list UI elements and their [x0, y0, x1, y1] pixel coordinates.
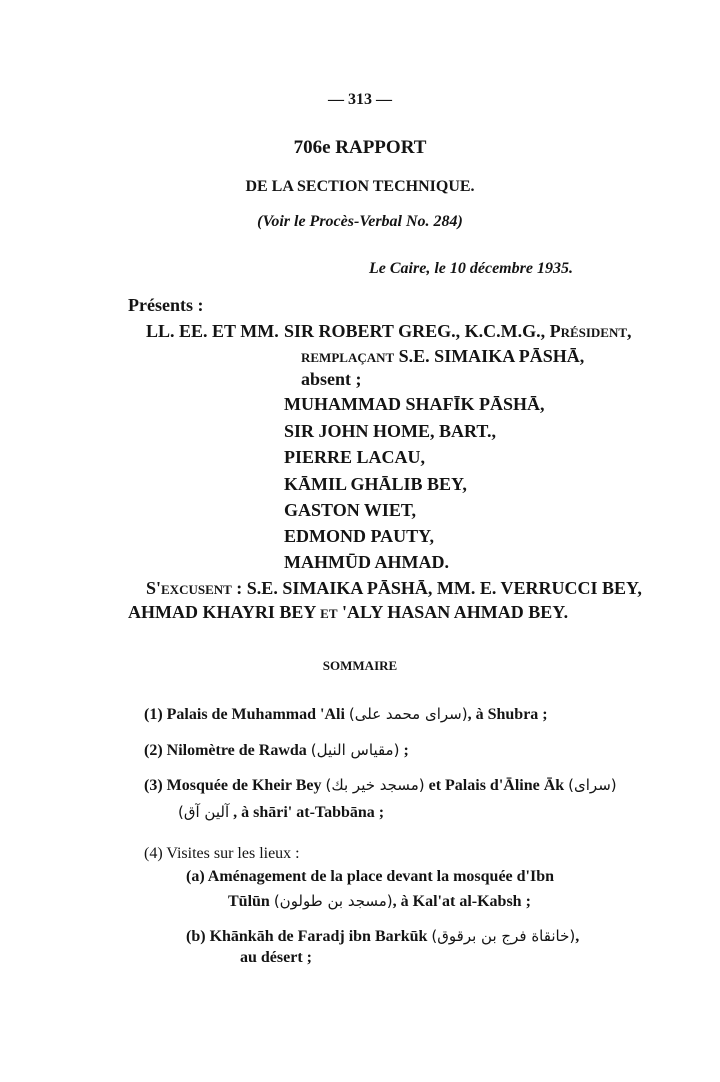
summary-subitem-text: Aménagement de la place devant la mosquée d'Ibn [207, 868, 555, 885]
arabic-name: (سراى) [568, 776, 617, 794]
summary-subitem-letter: (a) [186, 868, 205, 885]
arabic-name: (خانقاة فرج بن برقوق) [431, 927, 576, 945]
summary-subitem-letter: (b) [186, 928, 206, 945]
summary-item-text: Palais de Muhammad 'Ali [166, 706, 345, 723]
member-entry: SIR JOHN HOME, BART., [284, 421, 497, 441]
summary-subitem-text: , [575, 928, 580, 945]
summary-subitem [186, 866, 554, 888]
summary-subitem-text: Tūlūn [228, 893, 270, 910]
member-entry: PIERRE LACAU, [284, 447, 426, 467]
arabic-name: (آلين آق [178, 803, 230, 821]
summary-item [144, 843, 300, 865]
excused-line-1: S'excusent : S.E. SIMAIKA PĀSHĀ, MM. E. VERRUCCI BEY, [146, 578, 642, 598]
proces-verbal-reference: (Voir le Procès-Verbal No. 284) [257, 213, 463, 230]
summary-item [144, 739, 409, 762]
summary-item-text: , à shāri' at-Tabbāna ; [229, 804, 385, 821]
summary-item-text: Nilomètre de Rawda [166, 742, 307, 759]
member-entry: GASTON WIET, [284, 500, 417, 520]
arabic-name: (سراى محمد على) [348, 705, 468, 723]
summary-item [144, 703, 548, 726]
summary-subitem-text: Khānkāh de Faradj ibn Barkūk [209, 928, 428, 945]
summary-item-number: (3) [144, 777, 163, 794]
president-role: remplaçant S.E. SIMAIKA PĀSHĀ, [301, 346, 585, 366]
summary-item-text: et Palais d'Āline Āk [424, 777, 565, 794]
presents-label: Présents : [128, 295, 204, 315]
report-date: Le Caire, le 10 décembre 1935. [369, 260, 573, 277]
summary-item-text: ; [399, 742, 409, 759]
summary-item-continuation [178, 801, 384, 824]
page-number: — 313 — [328, 91, 392, 108]
arabic-name: (مقياس النيل) [310, 741, 400, 759]
president-name: SIR ROBERT GREG., K.C.M.G., Président, [284, 321, 632, 341]
report-title: 706e RAPPORT [293, 137, 427, 158]
arabic-name: (مسجد بن طولون) [273, 892, 393, 910]
summary-item-text: Mosquée de Kheir Bey [166, 777, 322, 794]
report-subtitle: DE LA SECTION TECHNIQUE. [245, 178, 475, 195]
member-entry: MUHAMMAD SHAFĪK PĀSHĀ, [284, 394, 545, 414]
summary-item-text: Visites sur les lieux : [166, 845, 300, 862]
summary-subitem-continuation [228, 890, 531, 913]
summary-subitem-continuation: au désert ; [240, 949, 312, 966]
summary-item-text: , à Shubra ; [467, 706, 548, 723]
summary-subitem [186, 925, 579, 948]
member-entry: MAHMŪD AHMAD. [284, 552, 449, 572]
summary-item-number: (4) [144, 845, 163, 862]
summary-subitem-text: , à Kal'at al-Kabsh ; [392, 893, 531, 910]
summary-item [144, 774, 617, 797]
member-entry: KĀMIL GHĀLIB BEY, [284, 474, 467, 494]
presents-prefix: LL. EE. ET MM. [146, 321, 279, 341]
member-entry: EDMOND PAUTY, [284, 526, 435, 546]
summary-heading: SOMMAIRE [322, 658, 398, 673]
summary-item-number: (1) [144, 706, 163, 723]
president-absent: absent ; [301, 369, 362, 389]
summary-item-number: (2) [144, 742, 163, 759]
excused-line-2: AHMAD KHAYRI BEY et 'ALY HASAN AHMAD BEY. [128, 602, 569, 622]
arabic-name: (مسجد خير بك) [325, 776, 425, 794]
